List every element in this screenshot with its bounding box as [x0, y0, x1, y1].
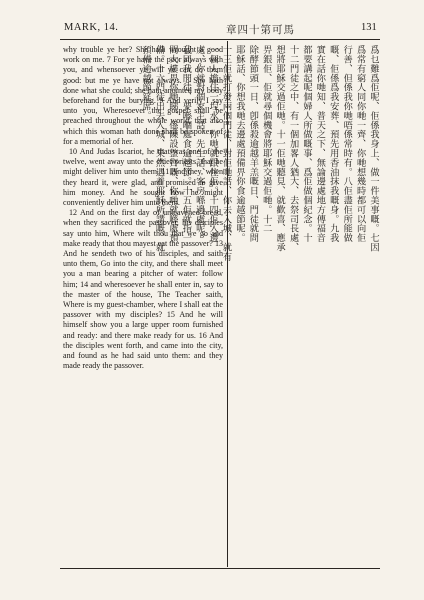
- header-rule: [60, 39, 380, 40]
- chinese-line: 處、你就對個家主話、先生話、客房喺邊處呢、: [193, 45, 205, 243]
- chinese-line: 十二門徒之中、有一個加畧人猶大、去祭司長處、: [287, 45, 299, 252]
- page-number: 131: [361, 22, 377, 33]
- running-head-english: MARK, 14.: [64, 22, 119, 33]
- chinese-line: 爲常有窮人同你哋一齊、你哋想幾時都可以向佢: [354, 45, 366, 243]
- english-paragraph: why trouble ye her? She hath wrought a good work on me. 7 For ye have the poor always with you, and whensoever ye will ye can do them good: but me ye have not always. 8 She hath done what she could; she hath anointed my body beforehand for the burying. 9 And verily I say unto you, Wheresoever the gospel shall be preached throughout the whole world, that also which this woman hath done shall be spoken of for a memorial of her.: [63, 45, 223, 146]
- running-head-chinese: 章四十第可馬: [226, 24, 295, 36]
- chinese-line: 爲乜難爲佢呢、佢係我身上、做一件美事嘅。七因: [368, 45, 379, 252]
- footer-rule: [60, 568, 380, 569]
- english-paragraph: 10 And Judas Iscariot, he that was one of the twelve, went away unto the chief priests, that he might deliver him unto them. 11 And they, when they heard it, were glad, and promised to give him money. And he sought how he might conveniently deliver him unto them.: [63, 147, 223, 208]
- chinese-line: 間大樓畀你哋睇、係陳設整齊嘅、你哋就喺處預: [166, 45, 178, 243]
- chinese-line: 畀銀佢、佢就尋個機會將耶穌交過佢哋。十二: [260, 45, 272, 233]
- chinese-line: 耶穌話、你想我哋去邊處預備畀你食逾越節呢。: [233, 45, 245, 243]
- chinese-line: 想將耶穌交過佢哋。十一佢哋聽見、就歡喜、應承: [274, 45, 286, 252]
- chinese-line: 除酵節頭一日、卽係殺逾越羊羔嘅日、門徒就問: [247, 45, 259, 243]
- english-paragraph: 12 And on the first day of unleavened bread, when they sacrificed the passover, his disciples say unto him, Where wilt thou that we go and make ready that thou mayest eat the passover? 13 And he sendeth two of his disciples, and saith unto them, Go into the city, and there shall meet you a man bearing a pitcher of water: follow him; 14 and wheresoever he shall enter in, say to the master of the house, The Teacher saith, Where is my guest-chamber, where I shall eat the passover with my disciples? 15 And he will himself show you a large upper room furnished and ready: and there make ready for us. 16 And the disciples went forth, and came into the city, and found as he had said unto them: and they made ready the passover.: [63, 208, 223, 371]
- chinese-line: 十三佢就打發兩個門徒、對佢哋話、你去入城、就有: [220, 45, 232, 262]
- chinese-line: 實在話你哋知、普天之下、無論邊處地方傳福音: [314, 45, 326, 243]
- chinese-line: 預備逾越節筵席。: [140, 45, 152, 121]
- chinese-line: 嘅、佢係爲我安葬、預先用香油抹我嘅身。九我: [327, 45, 339, 243]
- chinese-line: 備。十六門徒出去入城、果然遇着耶穌所講嘅、就: [153, 45, 165, 252]
- chinese-line: 我同我門徒、要喺嗰處食逾越節。十五佢就指一: [180, 45, 192, 243]
- chinese-line: 一個人擔住一埕水、你哋就跟住佢。十四佢入邊: [207, 45, 219, 243]
- chinese-line: 行善、但係我你哋唔係常時有。八佢盡佢所能做: [341, 45, 353, 243]
- chinese-line: 都要講起呢個婦人所做嘅事、爲佢做個紀念。十: [300, 45, 312, 243]
